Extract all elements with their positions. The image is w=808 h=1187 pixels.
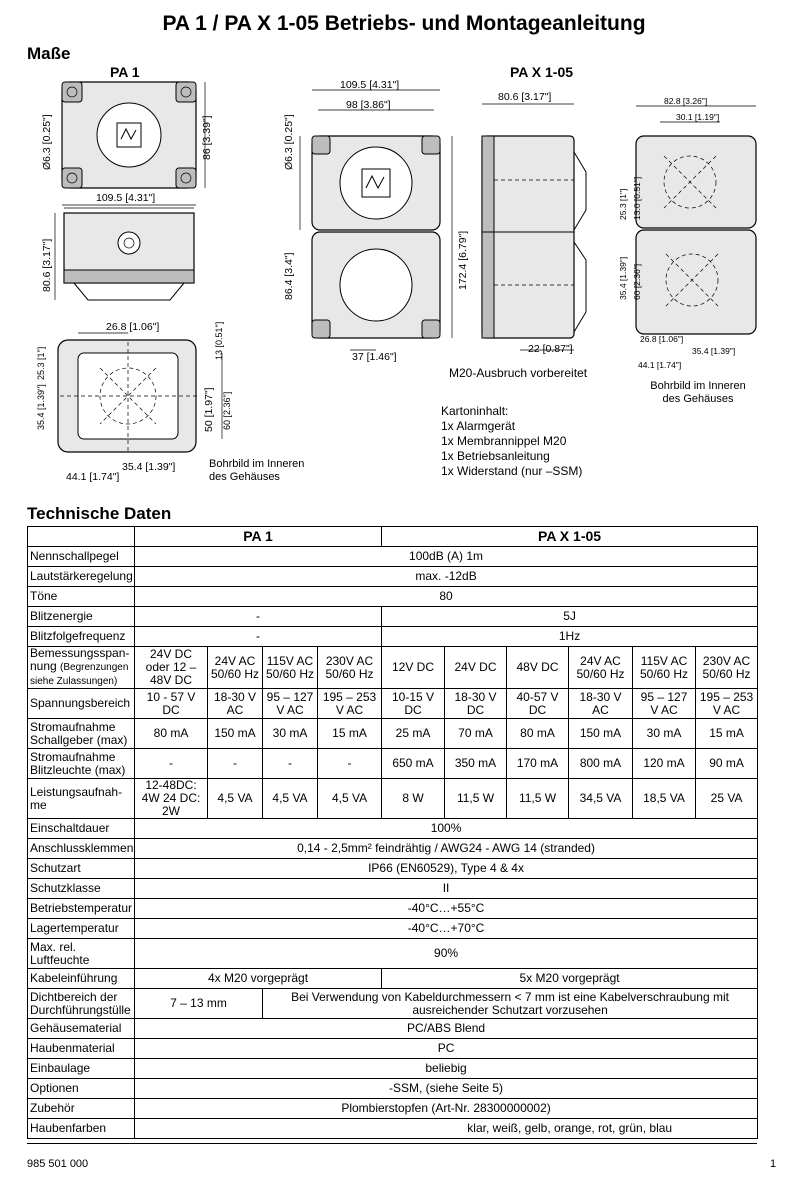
dim-pa1-hole: Ø6.3 [0.25"]	[41, 114, 53, 170]
dim-pa1-depth: 86 [3.39"]	[201, 115, 213, 160]
carton-item: 1x Betriebsanleitung	[441, 449, 550, 463]
technical-drawings	[0, 60, 808, 490]
dim-pa1-441: 44.1 [1.74"]	[66, 471, 120, 483]
bohrbild-right-caption: Bohrbild im Inneren des Gehäuses	[650, 380, 746, 405]
col-header-pa1: PA 1	[135, 527, 382, 547]
dim-pax-268: 26.8 [1.06"]	[640, 334, 684, 344]
table-row: Lautstärkeregelung max. -12dB	[28, 567, 758, 587]
tech-data-table	[27, 526, 758, 1139]
carton-title: Kartoninhalt:	[441, 404, 509, 418]
bohrbild-left-caption: Bohrbild im Inneren des Gehäuses	[209, 458, 305, 483]
table-row: Nennschallpegel 100dB (A) 1m	[28, 547, 758, 567]
table-header-row	[28, 527, 758, 547]
dimensions-heading: Maße	[27, 44, 71, 63]
table-row: Lagertemperatur -40°C…+70°C	[28, 919, 758, 939]
dim-pa1-50: 50 [1.97"]	[203, 387, 215, 432]
table-row: Gehäusematerial PC/ABS Blend	[28, 1019, 758, 1039]
pa1-top-view	[62, 82, 196, 188]
carton-contents	[441, 404, 582, 479]
dim-pax-hole: Ø6.3 [0.25"]	[283, 114, 295, 170]
dim-pa1-253: 25.3 [1"]	[36, 346, 46, 380]
dim-pax-13: 13.0 [0.51"]	[632, 176, 642, 220]
table-row: Optionen -SSM, (siehe Seite 5)	[28, 1079, 758, 1099]
carton-item: 1x Widerstand (nur –SSM)	[441, 464, 583, 478]
table-row: Haubenmaterial PC	[28, 1039, 758, 1059]
footer-page-number: 1	[770, 1158, 777, 1170]
dim-pax-37: 37 [1.46"]	[352, 351, 397, 363]
dim-pa1-13: 13 [0.51"]	[214, 321, 224, 360]
table-row: Bemessungsspan-nung (Begrenzungen siehe Zulassungen) 24V DC oder 12 – 48V DC 24V AC 50/60 Hz 115V AC 50/60 Hz 230V AC 50/60 Hz 12V DC 24V DC 48V DC 24V AC 50/60 Hz 115V AC 50/60 Hz 230V AC 50/60 Hz	[28, 647, 758, 689]
table-row: Betriebstemperatur -40°C…+55°C	[28, 899, 758, 919]
table-row: Schutzart IP66 (EN60529), Type 4 & 4x	[28, 859, 758, 879]
tech-data-heading: Technische Daten	[27, 504, 172, 523]
table-row: Leistungsaufnah-me 12-48DC: 4W 24 DC: 2W 4,5 VA 4,5 VA 4,5 VA 8 W 11,5 W 11,5 W 34,5 VA 18,5 VA 25 VA	[28, 779, 758, 819]
dim-pax-828: 82.8 [3.26"]	[664, 96, 708, 106]
pax-side-view	[482, 136, 586, 338]
table-row: Haubenfarben klar, weiß, gelb, orange, rot, grün, blau	[28, 1119, 758, 1139]
table-row: Spannungsbereich 10 - 57 V DC 18-30 V AC 95 – 127 V AC 195 – 253 V AC 10-15 V DC 18-30 V DC 40-57 V DC 18-30 V AC 95 – 127 V AC 195 – 253 V AC	[28, 689, 758, 719]
dim-pa1-268: 26.8 [1.06"]	[106, 321, 160, 333]
pax-front-view	[312, 136, 440, 338]
dim-pax-22: 22 [0.87"]	[528, 343, 573, 355]
table-row: Töne 80	[28, 587, 758, 607]
table-row: Dichtbereich der Durchführungstülle 7 – 13 mm Bei Verwendung von Kabeldurchmessern < 7 mm ist eine Kabelverschraubung mit ausreichender Schutzart vorzusehen	[28, 989, 758, 1019]
table-row: Stromaufnahme Schallgeber (max) 80 mA 150 mA 30 mA 15 mA 25 mA 70 mA 80 mA 150 mA 30 mA 15 mA	[28, 719, 758, 749]
table-row: Schutzklasse II	[28, 879, 758, 899]
dim-pax-354b: 35.4 [1.39"]	[692, 346, 736, 356]
table-row: Zubehör Plombierstopfen (Art-Nr. 28300000002)	[28, 1099, 758, 1119]
table-row: Max. rel. Luftfeuchte 90%	[28, 939, 758, 969]
dim-pax-864: 86.4 [3.4"]	[283, 252, 295, 300]
dim-pax-806: 80.6 [3.17"]	[498, 91, 552, 103]
table-row: Einschaltdauer 100%	[28, 819, 758, 839]
table-row: Stromaufnahme Blitzleuchte (max) - - - - 650 mA 350 mA 170 mA 800 mA 120 mA 90 mA	[28, 749, 758, 779]
table-row: Kabeleinführung 4x M20 vorgeprägt 5x M20 vorgeprägt	[28, 969, 758, 989]
dim-pax-60: 60 [2.36"]	[632, 263, 642, 300]
footer-rule	[27, 1143, 757, 1144]
dim-pax-1724: 172.4 [6.79"]	[457, 230, 469, 290]
pa1-front-view	[64, 213, 194, 300]
footer-doc-number: 985 501 000	[27, 1158, 89, 1170]
carton-item: 1x Membrannippel M20	[441, 434, 567, 448]
carton-item: 1x Alarmgerät	[441, 419, 516, 433]
table-row: Einbaulage beliebig	[28, 1059, 758, 1079]
table-row: Blitzfolgefrequenz - 1Hz	[28, 627, 758, 647]
pax-bohrbild-view	[636, 136, 756, 334]
table-row: Anschlussklemmen 0,14 - 2,5mm² feindrähtig / AWG24 - AWG 14 (stranded)	[28, 839, 758, 859]
dim-pa1-height: 80.6 [3.17"]	[41, 238, 53, 292]
dim-pax-253: 25.3 [1"]	[618, 188, 628, 220]
dim-pax-98: 98 [3.86"]	[346, 99, 391, 111]
dim-pa1-width-top: 109.5 [4.31"]	[96, 192, 156, 204]
m20-note: M20-Ausbruch vorbereitet	[449, 366, 588, 380]
table-row: Blitzenergie - 5J	[28, 607, 758, 627]
dim-pax-441: 44.1 [1.74"]	[638, 360, 682, 370]
page-title: PA 1 / PA X 1-05 Betriebs- und Montageanleitung	[162, 12, 646, 35]
dim-pa1-60: 60 [2.36"]	[222, 391, 232, 430]
pa1-bohrbild-view	[58, 340, 200, 452]
dim-pax-301: 30.1 [1.19"]	[676, 112, 720, 122]
pa1-drawing-label: PA 1	[110, 64, 140, 80]
dim-pax-354: 35.4 [1.39"]	[618, 256, 628, 300]
dim-pa1-354b: 35.4 [1.39"]	[122, 461, 176, 473]
col-header-pax: PA X 1-05	[382, 527, 758, 547]
pax-drawing-label: PA X 1-05	[510, 64, 574, 80]
dim-pax-1095: 109.5 [4.31"]	[340, 79, 400, 91]
dim-pa1-354: 35.4 [1.39"]	[36, 384, 46, 430]
